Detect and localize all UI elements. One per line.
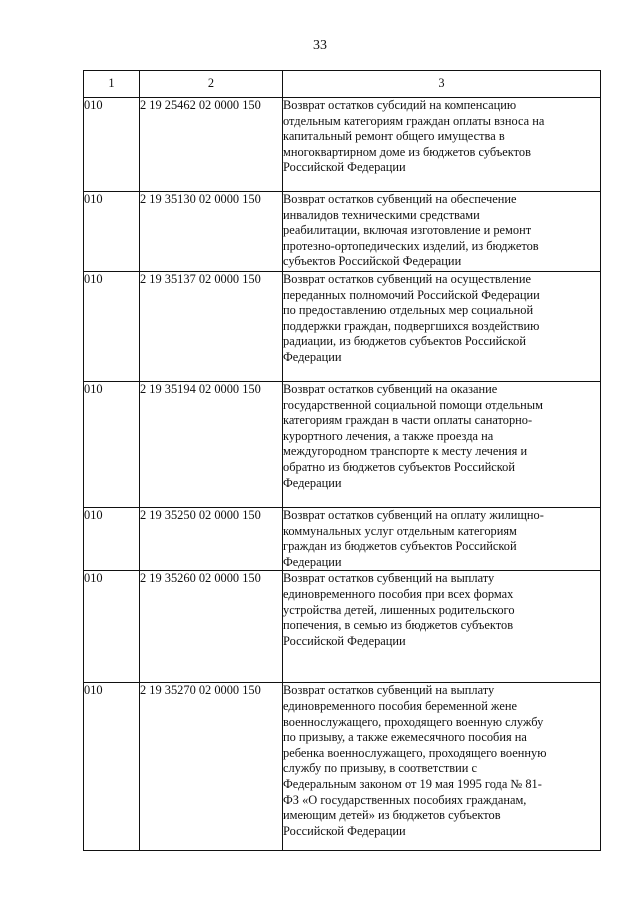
cell-administrator-code: 010 — [84, 192, 140, 272]
description-line: по призыву, а также ежемесячного пособия на — [283, 730, 527, 745]
column-header-2: 2 — [140, 71, 283, 98]
table-row — [84, 382, 601, 508]
description-line: капитальный ремонт общего имущества в — [283, 129, 505, 144]
description-line: Федерации — [283, 554, 342, 569]
cell-description — [283, 382, 601, 508]
cell-administrator-code: 010 — [84, 98, 140, 192]
description-line: курортного лечения, а также проезда на — [283, 428, 494, 443]
cell-administrator-code: 010 — [84, 508, 140, 571]
table-header-row — [84, 71, 601, 98]
description-line: междугородном транспорте к месту лечения и — [283, 444, 528, 459]
cell-description — [283, 683, 601, 851]
description-line: попечения, в семью из бюджетов субъектов — [283, 618, 514, 633]
description-line: радиации, из бюджетов субъектов Российской — [283, 334, 526, 349]
description-line: переданных полномочий Российской Федерации — [283, 287, 540, 302]
description-line: по предоставлению отдельных мер социальной — [283, 303, 534, 318]
description-line: имеющим детей» из бюджетов субъектов — [283, 808, 501, 823]
cell-description — [283, 192, 601, 272]
description-line: обратно из бюджетов субъектов Российской — [283, 459, 515, 474]
cell-administrator-code: 010 — [84, 382, 140, 508]
column-header-1: 1 — [84, 71, 140, 98]
cell-budget-code: 2 19 25462 02 0000 150 — [140, 98, 283, 192]
description-line: граждан из бюджетов субъектов Российской — [283, 539, 517, 554]
cell-administrator-code: 010 — [84, 571, 140, 683]
cell-administrator-code: 010 — [84, 272, 140, 382]
description-line: Возврат остатков субвенций на выплату — [283, 683, 495, 698]
description-line: коммунальных услуг отдельным категориям — [283, 523, 517, 538]
cell-budget-code: 2 19 35260 02 0000 150 — [140, 571, 283, 683]
description-line: Российской Федерации — [283, 633, 406, 648]
description-line: государственной социальной помощи отдельным — [283, 397, 543, 412]
cell-description — [283, 571, 601, 683]
description-line: службу по призыву, в соответствии с — [283, 761, 477, 776]
page-number: 33 — [313, 38, 327, 53]
table-body — [84, 98, 601, 851]
description-line: Федерации — [283, 349, 342, 364]
document-table — [83, 70, 601, 851]
description-line: ребенка военнослужащего, проходящего военную — [283, 745, 547, 760]
description-line: ФЗ «О государственных пособиях гражданам, — [283, 792, 527, 807]
column-header-3: 3 — [283, 71, 601, 98]
table-row — [84, 192, 601, 272]
description-line: Возврат остатков субсидий на компенсацию — [283, 98, 517, 112]
table-row — [84, 98, 601, 192]
description-line: Возврат остатков субвенций на осуществление — [283, 272, 532, 286]
description-line: Возврат остатков субвенций на оказание — [283, 382, 498, 396]
table-row — [84, 508, 601, 571]
table-row — [84, 571, 601, 683]
description-line: многоквартирном доме из бюджетов субъектов — [283, 144, 531, 159]
description-line: реабилитации, включая изготовление и ремонт — [283, 223, 532, 238]
cell-description — [283, 272, 601, 382]
description-line: отдельным категориям граждан оплаты взноса на — [283, 113, 545, 128]
description-line: Федерации — [283, 475, 342, 490]
description-line: Российской Федерации — [283, 160, 406, 175]
cell-description — [283, 98, 601, 192]
description-line: Возврат остатков субвенций на обеспечение — [283, 192, 517, 206]
description-line: единовременного пособия при всех формах — [283, 586, 514, 601]
description-line: единовременного пособия беременной жене — [283, 698, 517, 713]
description-line: Федеральным законом от 19 мая 1995 года № 81- — [283, 776, 542, 791]
cell-budget-code: 2 19 35270 02 0000 150 — [140, 683, 283, 851]
description-line: субъектов Российской Федерации — [283, 254, 462, 269]
description-line: Российской Федерации — [283, 823, 406, 838]
description-line: инвалидов техническими средствами — [283, 207, 480, 222]
description-line: протезно-ортопедических изделий, из бюджетов — [283, 238, 539, 253]
cell-budget-code: 2 19 35250 02 0000 150 — [140, 508, 283, 571]
description-line: поддержки граждан, подвергшихся воздействию — [283, 318, 540, 333]
table-row — [84, 272, 601, 382]
description-line: категориям граждан в части оплаты санаторно- — [283, 413, 533, 428]
description-line: Возврат остатков субвенций на оплату жилищно- — [283, 508, 544, 522]
cell-budget-code: 2 19 35194 02 0000 150 — [140, 382, 283, 508]
cell-administrator-code: 010 — [84, 683, 140, 851]
description-line: устройства детей, лишенных родительского — [283, 602, 515, 617]
description-line: Возврат остатков субвенций на выплату — [283, 571, 495, 586]
cell-description — [283, 508, 601, 571]
cell-budget-code: 2 19 35137 02 0000 150 — [140, 272, 283, 382]
table-row — [84, 683, 601, 851]
cell-budget-code: 2 19 35130 02 0000 150 — [140, 192, 283, 272]
description-line: военнослужащего, проходящего военную службу — [283, 714, 544, 729]
